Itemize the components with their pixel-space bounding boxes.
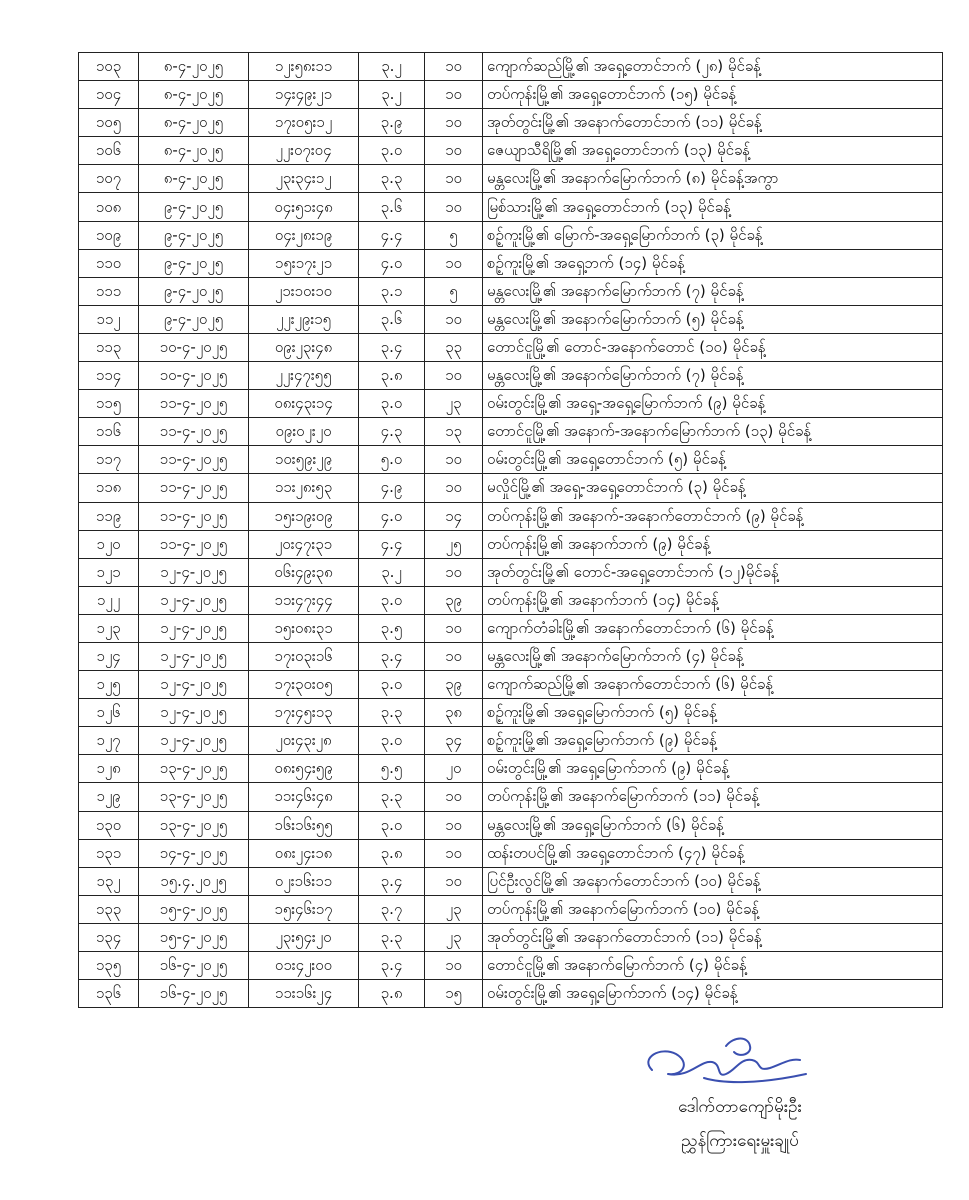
time-cell: ၁၅း၄၆း၁၇ [249, 895, 359, 923]
magnitude-cell: ၃.၆ [359, 305, 425, 333]
row-number-cell: ၁၀၃ [79, 53, 139, 81]
time-cell: ၀၉း၂၃း၄၈ [249, 333, 359, 361]
location-cell: အုတ်တွင်းမြို့၏ တောင်-အရှေ့တောင်ဘက် (၁၂)မိုင်ခန့် [483, 558, 943, 586]
depth-cell: ၃၈ [425, 699, 483, 727]
location-cell: မလှိုင်မြို့၏ အရှေ့-အရှေ့တောင်ဘက် (၃) မိုင်ခန့် [483, 474, 943, 502]
magnitude-cell: ၃.၈ [359, 980, 425, 1008]
depth-cell: ၁၀ [425, 109, 483, 137]
time-cell: ၁၅း၁၉း၀၉ [249, 502, 359, 530]
date-cell: ၈-၄-၂၀၂၅ [139, 109, 249, 137]
magnitude-cell: ၅.၀ [359, 446, 425, 474]
time-cell: ၁၇း၃၀း၀၅ [249, 671, 359, 699]
time-cell: ၁၅း၀၈း၃၁ [249, 614, 359, 642]
time-cell: ၁၁း၄၆း၄၈ [249, 783, 359, 811]
location-cell: ပြင်ဦးလွင်မြို့၏ အနောက်တောင်ဘက် (၁၀) မိုင်ခန့် [483, 867, 943, 895]
row-number-cell: ၁၀၅ [79, 109, 139, 137]
magnitude-cell: ၃.၀ [359, 390, 425, 418]
depth-cell: ၁၀ [425, 193, 483, 221]
date-cell: ၁၆-၄-၂၀၂၅ [139, 952, 249, 980]
magnitude-cell: ၃.၈ [359, 839, 425, 867]
location-cell: ကျောက်ဆည်မြို့၏ အနောက်တောင်ဘက် (၆) မိုင်ခန့် [483, 671, 943, 699]
depth-cell: ၁၀ [425, 165, 483, 193]
row-number-cell: ၁၃၂ [79, 867, 139, 895]
time-cell: ၁၅း၁၇း၂၁ [249, 249, 359, 277]
row-number-cell: ၁၀၇ [79, 165, 139, 193]
time-cell: ၀၈း၂၄း၁၈ [249, 839, 359, 867]
magnitude-cell: ၄.၄ [359, 221, 425, 249]
row-number-cell: ၁၀၈ [79, 193, 139, 221]
row-number-cell: ၁၁၅ [79, 390, 139, 418]
magnitude-cell: ၄.၃ [359, 418, 425, 446]
magnitude-cell: ၄.၉ [359, 474, 425, 502]
depth-cell: ၃၃ [425, 333, 483, 361]
magnitude-cell: ၄.၀ [359, 249, 425, 277]
magnitude-cell: ၃.၃ [359, 165, 425, 193]
row-number-cell: ၁၂၂ [79, 586, 139, 614]
row-number-cell: ၁၁၃ [79, 333, 139, 361]
row-number-cell: ၁၂၉ [79, 783, 139, 811]
signer-name: ဒေါက်တာကျော်မိုးဦး [678, 1097, 802, 1117]
location-cell: မန္တလေးမြို့၏ အနောက်မြောက်ဘက် (၄) မိုင်ခန့် [483, 642, 943, 670]
date-cell: ၁၄-၄-၂၀၂၅ [139, 839, 249, 867]
depth-cell: ၁၀ [425, 81, 483, 109]
date-cell: ၁၆-၄-၂၀၂၅ [139, 980, 249, 1008]
time-cell: ၁၁း၄၇း၄၄ [249, 586, 359, 614]
date-cell: ၁၁-၄-၂၀၂၅ [139, 446, 249, 474]
depth-cell: ၁၀ [425, 137, 483, 165]
date-cell: ၁၂-၄-၂၀၂၅ [139, 558, 249, 586]
date-cell: ၉-၄-၂၀၂၅ [139, 249, 249, 277]
location-cell: မန္တလေးမြို့၏ အရှေ့မြောက်ဘက် (၆) မိုင်ခန့် [483, 811, 943, 839]
time-cell: ၁၆း၁၆း၅၅ [249, 811, 359, 839]
depth-cell: ၃၄ [425, 727, 483, 755]
location-cell: မန္တလေးမြို့၏ အနောက်မြောက်ဘက် (၇) မိုင်ခန့် [483, 277, 943, 305]
location-cell: ကျောက်တံခါးမြို့၏ အနောက်တောင်ဘက် (၆) မိုင်ခန့် [483, 614, 943, 642]
depth-cell: ၁၀ [425, 53, 483, 81]
magnitude-cell: ၃.၀ [359, 811, 425, 839]
time-cell: ၁၀း၅၉း၂၉ [249, 446, 359, 474]
magnitude-cell: ၅.၅ [359, 755, 425, 783]
row-number-cell: ၁၀၉ [79, 221, 139, 249]
time-cell: ၂၃း၃၄း၁၂ [249, 165, 359, 193]
magnitude-cell: ၃.၂ [359, 558, 425, 586]
row-number-cell: ၁၁၈ [79, 474, 139, 502]
time-cell: ၀၁း၄၂း၀၀ [249, 952, 359, 980]
location-cell: တောင်ငူမြို့၏ တောင်-အနောက်တောင် (၁၀) မိုင်ခန့် [483, 333, 943, 361]
depth-cell: ၂၀ [425, 755, 483, 783]
magnitude-cell: ၃.၀ [359, 727, 425, 755]
depth-cell: ၂၃ [425, 895, 483, 923]
time-cell: ၂၂း၀၇း၀၄ [249, 137, 359, 165]
depth-cell: ၁၀ [425, 362, 483, 390]
date-cell: ၁၂-၄-၂၀၂၅ [139, 614, 249, 642]
magnitude-cell: ၃.၉ [359, 109, 425, 137]
time-cell: ၀၂း၁၆း၁၁ [249, 867, 359, 895]
date-cell: ၈-၄-၂၀၂၅ [139, 137, 249, 165]
location-cell: အုတ်တွင်းမြို့၏ အနောက်တောင်ဘက် (၁၁) မိုင်ခန့် [483, 109, 943, 137]
location-cell: တပ်ကုန်းမြို့၏ အနောက်ဘက် (၉) မိုင်ခန့် [483, 530, 943, 558]
date-cell: ၉-၄-၂၀၂၅ [139, 193, 249, 221]
row-number-cell: ၁၁၁ [79, 277, 139, 305]
magnitude-cell: ၄.၄ [359, 530, 425, 558]
depth-cell: ၁၀ [425, 474, 483, 502]
date-cell: ၈-၄-၂၀၂၅ [139, 81, 249, 109]
depth-cell: ၃၉ [425, 671, 483, 699]
date-cell: ၁၂-၄-၂၀၂၅ [139, 727, 249, 755]
date-cell: ၁၁-၄-၂၀၂၅ [139, 474, 249, 502]
time-cell: ၁၁း၂၈း၅၃ [249, 474, 359, 502]
location-cell: ထန်းတပင်မြို့၏ အရှေ့တောင်ဘက် (၄၇) မိုင်ခန့် [483, 839, 943, 867]
time-cell: ၁၂း၅၈း၁၁ [249, 53, 359, 81]
row-number-cell: ၁၂၃ [79, 614, 139, 642]
depth-cell: ၂၃ [425, 923, 483, 951]
signature-block [620, 1090, 860, 1158]
date-cell: ၁၁-၄-၂၀၂၅ [139, 502, 249, 530]
time-cell: ၀၄း၂၈း၁၉ [249, 221, 359, 249]
signer-title: ညွှန်ကြားရေးမှူးချုပ် [681, 1131, 799, 1151]
magnitude-cell: ၃.၇ [359, 895, 425, 923]
depth-cell: ၁၄ [425, 502, 483, 530]
time-cell: ၁၇း၀၃း၁၆ [249, 642, 359, 670]
date-cell: ၁၂-၄-၂၀၂၅ [139, 699, 249, 727]
magnitude-cell: ၃.၄ [359, 867, 425, 895]
row-number-cell: ၁၂၅ [79, 671, 139, 699]
depth-cell: ၁၅ [425, 980, 483, 1008]
location-cell: ဝမ်းတွင်းမြို့၏ အရှေ့မြောက်ဘက် (၁၄) မိုင်ခန့် [483, 980, 943, 1008]
date-cell: ၁၀-၄-၂၀၂၅ [139, 333, 249, 361]
date-cell: ၁၅-၄-၂၀၂၅ [139, 923, 249, 951]
magnitude-cell: ၃.၃ [359, 699, 425, 727]
magnitude-cell: ၃.၈ [359, 362, 425, 390]
depth-cell: ၁၀ [425, 783, 483, 811]
magnitude-cell: ၃.၂ [359, 81, 425, 109]
date-cell: ၈-၄-၂၀၂၅ [139, 53, 249, 81]
location-cell: အုတ်တွင်းမြို့၏ အနောက်တောင်ဘက် (၁၁) မိုင်ခန့် [483, 923, 943, 951]
date-cell: ၁၁-၄-၂၀၂၅ [139, 390, 249, 418]
depth-cell: ၁၀ [425, 811, 483, 839]
magnitude-cell: ၃.၄ [359, 642, 425, 670]
depth-cell: ၁၀ [425, 614, 483, 642]
location-cell: တပ်ကုန်းမြို့၏ အနောက်မြောက်ဘက် (၁၁) မိုင်ခန့် [483, 783, 943, 811]
depth-cell: ၁၀ [425, 952, 483, 980]
magnitude-cell: ၃.၀ [359, 671, 425, 699]
date-cell: ၈-၄-၂၀၂၅ [139, 165, 249, 193]
depth-cell: ၂၅ [425, 530, 483, 558]
depth-cell: ၁၀ [425, 867, 483, 895]
location-cell: စဉ့်ကူးမြို့၏ မြောက်-အရှေ့မြောက်ဘက် (၃) မိုင်ခန့် [483, 221, 943, 249]
location-cell: မန္တလေးမြို့၏ အနောက်မြောက်ဘက် (၇) မိုင်ခန့် [483, 362, 943, 390]
row-number-cell: ၁၂၀ [79, 530, 139, 558]
magnitude-cell: ၃.၃ [359, 783, 425, 811]
location-cell: ဝမ်းတွင်းမြို့၏ အရှေ့မြောက်ဘက် (၉) မိုင်ခန့် [483, 755, 943, 783]
magnitude-cell: ၃.၅ [359, 614, 425, 642]
location-cell: မြစ်သားမြို့၏ အရှေ့တောင်ဘက် (၁၃) မိုင်ခန့် [483, 193, 943, 221]
date-cell: ၁၅-၄-၂၀၂၅ [139, 895, 249, 923]
magnitude-cell: ၃.၄ [359, 333, 425, 361]
magnitude-cell: ၃.၁ [359, 277, 425, 305]
magnitude-cell: ၄.၀ [359, 502, 425, 530]
location-cell: မန္တလေးမြို့၏ အနောက်မြောက်ဘက် (၅) မိုင်ခန့် [483, 305, 943, 333]
depth-cell: ၁၀ [425, 446, 483, 474]
row-number-cell: ၁၀၆ [79, 137, 139, 165]
row-number-cell: ၁၂၇ [79, 727, 139, 755]
row-number-cell: ၁၃၅ [79, 952, 139, 980]
magnitude-cell: ၃.၃ [359, 923, 425, 951]
row-number-cell: ၁၂၄ [79, 642, 139, 670]
row-number-cell: ၁၁၉ [79, 502, 139, 530]
time-cell: ၀၈း၄၃း၁၄ [249, 390, 359, 418]
time-cell: ၂၂း၂၉း၁၅ [249, 305, 359, 333]
location-cell: တောင်ငူမြို့၏ အနောက်-အနောက်မြောက်ဘက် (၁၃) မိုင်ခန့် [483, 418, 943, 446]
row-number-cell: ၁၃၆ [79, 980, 139, 1008]
location-cell: တပ်ကုန်းမြို့၏ အရှေ့တောင်ဘက် (၁၅) မိုင်ခန့် [483, 81, 943, 109]
time-cell: ၂၂း၄၇း၅၅ [249, 362, 359, 390]
row-number-cell: ၁၁၇ [79, 446, 139, 474]
row-number-cell: ၁၁၀ [79, 249, 139, 277]
depth-cell: ၅ [425, 221, 483, 249]
magnitude-cell: ၃.၀ [359, 137, 425, 165]
location-cell: ဝမ်းတွင်းမြို့၏ အရှေ့-အရှေ့မြောက်ဘက် (၉) မိုင်ခန့် [483, 390, 943, 418]
location-cell: တောင်ငူမြို့၏ အနောက်မြောက်ဘက် (၄) မိုင်ခန့် [483, 952, 943, 980]
date-cell: ၁၀-၄-၂၀၂၅ [139, 362, 249, 390]
time-cell: ၂၁း၁၀း၁၀ [249, 277, 359, 305]
time-cell: ၂၀း၄၇း၃၁ [249, 530, 359, 558]
date-cell: ၁၂-၄-၂၀၂၅ [139, 586, 249, 614]
row-number-cell: ၁၂၁ [79, 558, 139, 586]
row-number-cell: ၁၀၄ [79, 81, 139, 109]
row-number-cell: ၁၃၄ [79, 923, 139, 951]
location-cell: စဉ့်ကူးမြို့၏ အရှေ့မြောက်ဘက် (၅) မိုင်ခန့် [483, 699, 943, 727]
depth-cell: ၁၀ [425, 249, 483, 277]
time-cell: ၂၀း၄၃း၂၈ [249, 727, 359, 755]
date-cell: ၁၅.၄.၂၀၂၅ [139, 867, 249, 895]
time-cell: ၀၈း၅၄း၅၉ [249, 755, 359, 783]
time-cell: ၀၆း၄၉း၃၈ [249, 558, 359, 586]
row-number-cell: ၁၃၃ [79, 895, 139, 923]
date-cell: ၁၁-၄-၂၀၂၅ [139, 418, 249, 446]
date-cell: ၁၁-၄-၂၀၂၅ [139, 530, 249, 558]
depth-cell: ၂၃ [425, 390, 483, 418]
location-cell: တပ်ကုန်းမြို့၏ အနောက်မြောက်ဘက် (၁၀) မိုင်ခန့် [483, 895, 943, 923]
location-cell: ဝမ်းတွင်းမြို့၏ အရှေ့တောင်ဘက် (၅) မိုင်ခန့် [483, 446, 943, 474]
row-number-cell: ၁၂၈ [79, 755, 139, 783]
depth-cell: ၁၀ [425, 305, 483, 333]
depth-cell: ၁၃ [425, 418, 483, 446]
time-cell: ၁၇း၄၅း၁၃ [249, 699, 359, 727]
time-cell: ၁၄း၄၉း၂၁ [249, 81, 359, 109]
date-cell: ၁၂-၄-၂၀၂၅ [139, 671, 249, 699]
time-cell: ၁၁း၁၆း၂၄ [249, 980, 359, 1008]
row-number-cell: ၁၂၆ [79, 699, 139, 727]
time-cell: ၀၄း၅၁း၄၈ [249, 193, 359, 221]
location-cell: စဉ့်ကူးမြို့၏ အရှေ့ဘက် (၁၄) မိုင်ခန့် [483, 249, 943, 277]
date-cell: ၁၂-၄-၂၀၂၅ [139, 642, 249, 670]
depth-cell: ၃၉ [425, 586, 483, 614]
date-cell: ၁၃-၄-၂၀၂၅ [139, 783, 249, 811]
date-cell: ၉-၄-၂၀၂၅ [139, 305, 249, 333]
magnitude-cell: ၃.၀ [359, 586, 425, 614]
magnitude-cell: ၃.၂ [359, 53, 425, 81]
date-cell: ၉-၄-၂၀၂၅ [139, 221, 249, 249]
time-cell: ၀၉း၀၂း၂၀ [249, 418, 359, 446]
row-number-cell: ၁၁၆ [79, 418, 139, 446]
location-cell: စဉ့်ကူးမြို့၏ အရှေ့မြောက်ဘက် (၉) မိုင်ခန့် [483, 727, 943, 755]
magnitude-cell: ၃.၄ [359, 952, 425, 980]
depth-cell: ၅ [425, 277, 483, 305]
magnitude-cell: ၃.၆ [359, 193, 425, 221]
date-cell: ၁၃-၄-၂၀၂၅ [139, 755, 249, 783]
location-cell: မန္တလေးမြို့၏ အနောက်မြောက်ဘက် (၈) မိုင်ခန့်အကွာ [483, 165, 943, 193]
depth-cell: ၁၀ [425, 642, 483, 670]
time-cell: ၁၇း၀၅း၁၂ [249, 109, 359, 137]
date-cell: ၁၃-၄-၂၀၂၅ [139, 811, 249, 839]
row-number-cell: ၁၃၀ [79, 811, 139, 839]
date-cell: ၉-၄-၂၀၂၅ [139, 277, 249, 305]
location-cell: ကျောက်ဆည်မြို့၏ အရှေ့တောင်ဘက် (၂၈) မိုင်ခန့် [483, 53, 943, 81]
row-number-cell: ၁၃၁ [79, 839, 139, 867]
depth-cell: ၁၀ [425, 839, 483, 867]
location-cell: ဇေယျာသီရိမြို့၏ အရှေ့တောင်ဘက် (၁၃) မိုင်ခန့် [483, 137, 943, 165]
location-cell: တပ်ကုန်းမြို့၏ အနောက်-အနောက်တောင်ဘက် (၉) မိုင်ခန့် [483, 502, 943, 530]
depth-cell: ၁၀ [425, 558, 483, 586]
time-cell: ၂၃း၅၄း၂၀ [249, 923, 359, 951]
row-number-cell: ၁၁၄ [79, 362, 139, 390]
row-number-cell: ၁၁၂ [79, 305, 139, 333]
location-cell: တပ်ကုန်းမြို့၏ အနောက်ဘက် (၁၄) မိုင်ခန့် [483, 586, 943, 614]
